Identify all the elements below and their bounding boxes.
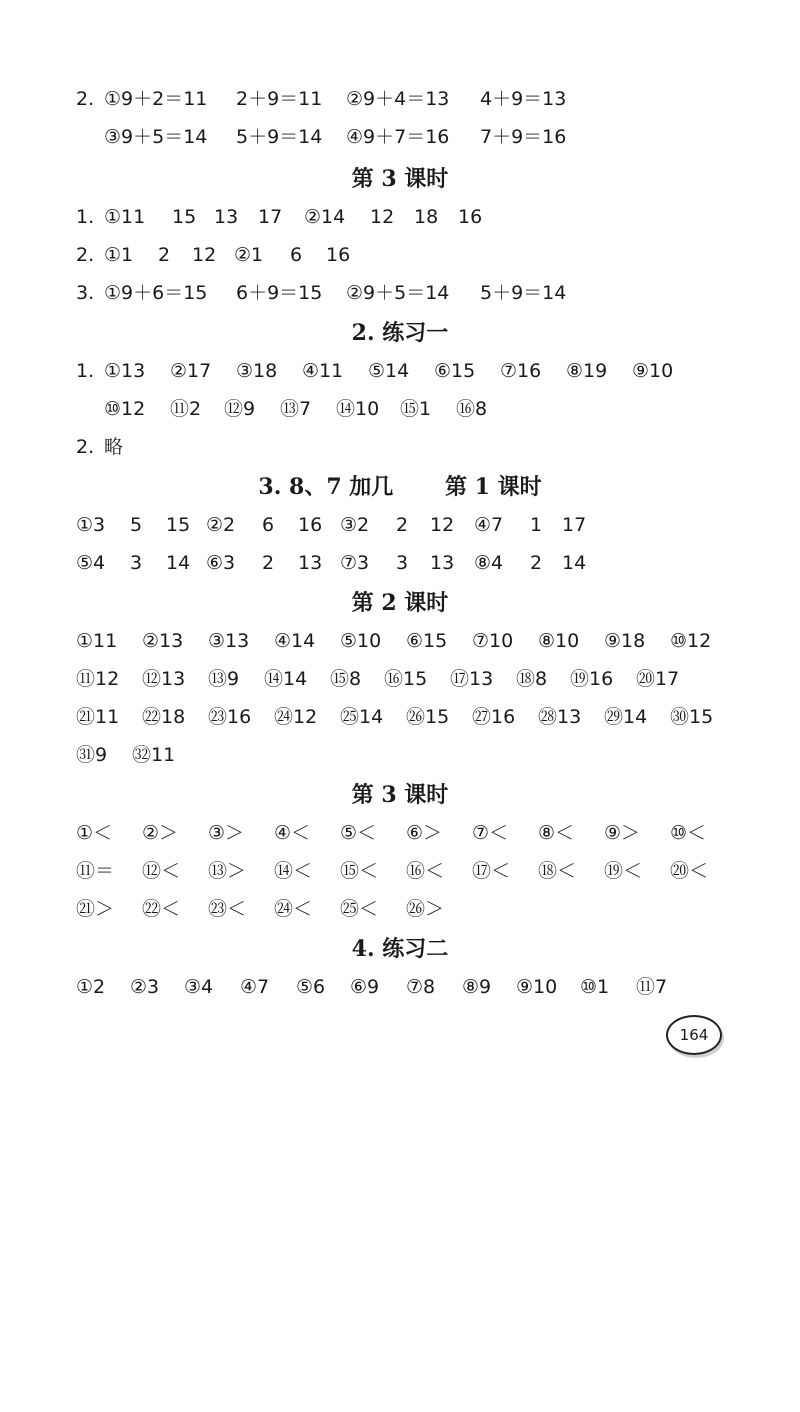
answer-item: ⑧＜ [538, 822, 575, 844]
answer-item: ⑬7 [280, 398, 312, 420]
answer-item: ⑯15 [384, 668, 428, 690]
section-heading: 第 2 课时 [351, 590, 449, 616]
answer-line [0, 354, 800, 388]
answer-line [0, 546, 800, 580]
answer-item: ㉒18 [142, 706, 186, 728]
answer-item: 2 [530, 552, 543, 574]
page-number-badge: 164 [666, 1015, 722, 1055]
answer-item: 7＋9＝16 [480, 126, 567, 148]
answer-item: ⑩＜ [670, 822, 707, 844]
answer-item: ⑬＞ [208, 860, 247, 882]
section-heading: 2. 练习一 [351, 320, 449, 346]
answer-item: ⑫9 [224, 398, 256, 420]
answer-item: 13 [430, 552, 455, 574]
answer-item: ㉙14 [604, 706, 648, 728]
answer-item: ②9＋5＝14 [346, 282, 450, 304]
answer-item: ⑤10 [340, 630, 382, 652]
answer-item: ②14 [304, 206, 346, 228]
answer-item: ①9＋6＝15 [104, 282, 208, 304]
answer-item: 2 [396, 514, 409, 536]
question-number: 3. [76, 282, 95, 304]
answer-item: ⑱＜ [538, 860, 577, 882]
answer-item: ⑭14 [264, 668, 308, 690]
answer-item: ⑪12 [76, 668, 120, 690]
answer-item: ⑭10 [336, 398, 380, 420]
question-number: 2. [76, 88, 95, 110]
answer-item: ③13 [208, 630, 250, 652]
answer-item: ⑰13 [450, 668, 494, 690]
answer-item: ④7 [240, 976, 270, 998]
answer-line [0, 892, 800, 926]
answer-item: ③＞ [208, 822, 245, 844]
answer-item: ④9＋7＝16 [346, 126, 450, 148]
answer-item: ⑯8 [456, 398, 488, 420]
answer-item: ⑤4 [76, 552, 106, 574]
answer-item: 12 [370, 206, 395, 228]
answer-item: 1 [530, 514, 543, 536]
answer-item: 2＋9＝11 [236, 88, 323, 110]
answer-line [0, 624, 800, 658]
answer-item: ⑮8 [330, 668, 362, 690]
answer-item: 4＋9＝13 [480, 88, 567, 110]
answer-item: ㉔12 [274, 706, 318, 728]
answer-line [0, 238, 800, 272]
answer-item: ㉛9 [76, 744, 108, 766]
answer-item: ㉓16 [208, 706, 252, 728]
answer-item: 5＋9＝14 [236, 126, 323, 148]
answer-item: ⑨＞ [604, 822, 641, 844]
answer-item: ④11 [302, 360, 344, 382]
answer-item: ⑪2 [170, 398, 202, 420]
section-heading: 3. 8、7 加几 第 1 课时 [258, 474, 542, 500]
answer-item: ②13 [142, 630, 184, 652]
answer-item: ⑳17 [636, 668, 680, 690]
answer-item: 12 [192, 244, 217, 266]
answer-item: ⑫＜ [142, 860, 181, 882]
answer-item: ㉔＜ [274, 898, 313, 920]
answer-item: ⑧4 [474, 552, 504, 574]
answer-item: ②9＋4＝13 [346, 88, 450, 110]
answer-item: ⑩1 [580, 976, 610, 998]
answer-item: 略 [104, 436, 124, 458]
answer-line [0, 392, 800, 426]
answer-item: ②2 [206, 514, 236, 536]
answer-item: 17 [258, 206, 283, 228]
answer-item: 5 [130, 514, 143, 536]
answer-item: 16 [326, 244, 351, 266]
answer-item: 17 [562, 514, 587, 536]
answer-item: ⑯＜ [406, 860, 445, 882]
answer-item: ⑳＜ [670, 860, 709, 882]
answer-item: ④＜ [274, 822, 311, 844]
answer-item: ⑮1 [400, 398, 432, 420]
answer-item: ③18 [236, 360, 278, 382]
answer-line [0, 662, 800, 696]
answer-item: ⑨18 [604, 630, 646, 652]
answer-line [0, 970, 800, 1004]
answer-item: ⑬9 [208, 668, 240, 690]
answer-item: ⑲＜ [604, 860, 643, 882]
question-number: 1. [76, 360, 95, 382]
answer-line [0, 854, 800, 888]
answer-item: ①11 [76, 630, 118, 652]
answer-item: ①2 [76, 976, 106, 998]
answer-item: ⑦16 [500, 360, 542, 382]
answer-item: ⑥15 [406, 630, 448, 652]
answer-item: ⑨10 [632, 360, 674, 382]
answer-item: ②＞ [142, 822, 179, 844]
answer-item: 5＋9＝14 [480, 282, 567, 304]
answer-item: ⑥＞ [406, 822, 443, 844]
answer-item: ⑧10 [538, 630, 580, 652]
answer-line [0, 816, 800, 850]
answer-item: ⑪＝ [76, 860, 115, 882]
answer-item: 14 [166, 552, 191, 574]
answer-line [0, 82, 800, 116]
answer-item: ㉜11 [132, 744, 176, 766]
answer-item: ①1 [104, 244, 134, 266]
answer-item: ⑤＜ [340, 822, 377, 844]
answer-item: ①9＋2＝11 [104, 88, 208, 110]
answer-item: ⑧19 [566, 360, 608, 382]
answer-item: ㉘13 [538, 706, 582, 728]
answer-item: ①3 [76, 514, 106, 536]
answer-item: ㉖15 [406, 706, 450, 728]
answer-item: ⑲16 [570, 668, 614, 690]
answer-line [0, 120, 800, 154]
answer-line [0, 430, 800, 464]
answer-item: 15 [172, 206, 197, 228]
answer-item: ⑱8 [516, 668, 548, 690]
question-number: 2. [76, 436, 95, 458]
answer-item: ⑫13 [142, 668, 186, 690]
question-number: 2. [76, 244, 95, 266]
answer-item: ㉑＞ [76, 898, 115, 920]
answer-item: ㉕14 [340, 706, 384, 728]
question-number: 1. [76, 206, 95, 228]
answer-item: 18 [414, 206, 439, 228]
answer-line [0, 738, 800, 772]
answer-item: ⑥15 [434, 360, 476, 382]
answer-item: ㉓＜ [208, 898, 247, 920]
answer-item: ⑦＜ [472, 822, 509, 844]
answer-item: ㉒＜ [142, 898, 181, 920]
answer-item: ⑦10 [472, 630, 514, 652]
answer-item: ②1 [234, 244, 264, 266]
section-heading: 4. 练习二 [351, 936, 449, 962]
answer-item: 16 [458, 206, 483, 228]
answer-item: 2 [262, 552, 275, 574]
section-heading: 第 3 课时 [351, 782, 449, 808]
answer-item: ④14 [274, 630, 316, 652]
answer-item: 3 [396, 552, 409, 574]
answer-item: ㉑11 [76, 706, 120, 728]
answer-item: ⑪7 [636, 976, 668, 998]
answer-item: ②17 [170, 360, 212, 382]
answer-item: ③9＋5＝14 [104, 126, 208, 148]
answer-item: ㉗16 [472, 706, 516, 728]
answer-item: ⑩12 [104, 398, 146, 420]
answer-item: ⑮＜ [340, 860, 379, 882]
answer-item: ⑭＜ [274, 860, 313, 882]
answer-item: ⑤14 [368, 360, 410, 382]
answer-item: ③4 [184, 976, 214, 998]
answer-item: ①13 [104, 360, 146, 382]
answer-item: ⑩12 [670, 630, 712, 652]
answer-item: 6 [262, 514, 275, 536]
answer-item: ㉕＜ [340, 898, 379, 920]
answer-item: ①＜ [76, 822, 113, 844]
answer-item: 6＋9＝15 [236, 282, 323, 304]
answer-item: ⑧9 [462, 976, 492, 998]
answer-item: 15 [166, 514, 191, 536]
answer-item: ⑥3 [206, 552, 236, 574]
answer-line [0, 200, 800, 234]
answer-item: 16 [298, 514, 323, 536]
answer-item: 12 [430, 514, 455, 536]
answer-item: 14 [562, 552, 587, 574]
answer-item: ⑰＜ [472, 860, 511, 882]
answer-item: ㉚15 [670, 706, 714, 728]
answer-item: ②3 [130, 976, 160, 998]
answer-item: 3 [130, 552, 143, 574]
answer-item: ③2 [340, 514, 370, 536]
answer-line [0, 276, 800, 310]
answer-item: ⑦8 [406, 976, 436, 998]
section-heading: 第 3 课时 [351, 166, 449, 192]
answer-item: 13 [214, 206, 239, 228]
answer-item: ⑥9 [350, 976, 380, 998]
answer-item: ⑦3 [340, 552, 370, 574]
answer-item: 2 [158, 244, 171, 266]
answer-item: ㉖＞ [406, 898, 445, 920]
answer-item: 6 [290, 244, 303, 266]
answer-line [0, 700, 800, 734]
answer-line [0, 508, 800, 542]
answer-item: ⑤6 [296, 976, 326, 998]
answer-item: ⑨10 [516, 976, 558, 998]
answer-item: ①11 [104, 206, 146, 228]
answer-item: 13 [298, 552, 323, 574]
answer-item: ④7 [474, 514, 504, 536]
